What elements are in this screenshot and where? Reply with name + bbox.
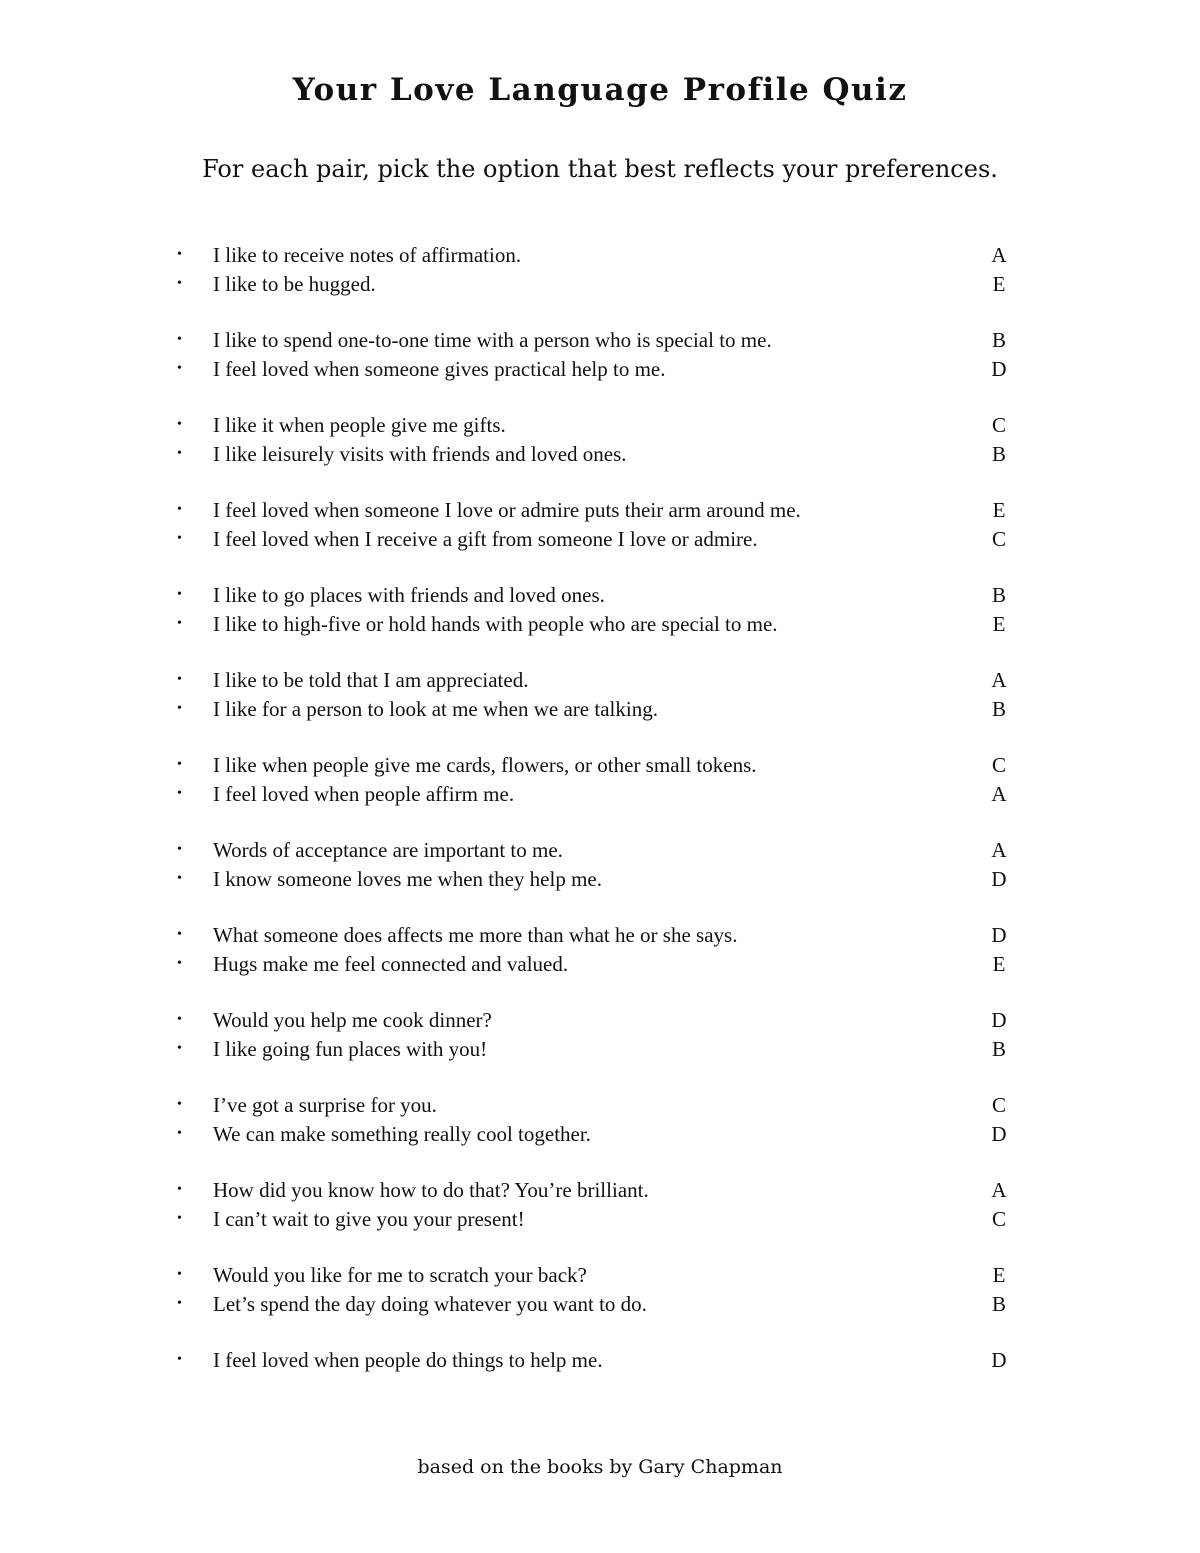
bullet-icon: • <box>177 530 182 546</box>
bullet-icon: • <box>177 1040 182 1056</box>
option-letter: E <box>992 1263 1006 1287</box>
option-text: I’ve got a surprise for you. <box>213 1093 437 1117</box>
bullet-icon: • <box>177 672 182 687</box>
option-letter: A <box>991 668 1007 692</box>
option-text: Words of acceptance are important to me. <box>213 838 563 862</box>
bullet-icon: • <box>177 417 182 432</box>
quiz-pair <box>172 1261 1012 1318</box>
option-letter: D <box>991 356 1007 381</box>
bullet-icon: • <box>177 587 182 602</box>
quiz-option <box>172 1205 1012 1234</box>
option-text: I feel loved when someone I love or admire puts their arm around me. <box>213 498 801 522</box>
quiz-option <box>172 1346 1012 1375</box>
option-letter: D <box>991 1348 1007 1372</box>
option-text: I can’t wait to give you your present! <box>213 1206 525 1231</box>
option-text: Let’s spend the day doing whatever you want to do. <box>213 1291 647 1316</box>
option-letter: C <box>991 1093 1006 1117</box>
option-text: I know someone loves me when they help me. <box>213 866 602 891</box>
quiz-option <box>172 326 1012 355</box>
option-letter: C <box>991 413 1006 437</box>
bullet-icon: • <box>177 1267 182 1282</box>
quiz-option <box>172 581 1012 610</box>
bullet-icon: • <box>177 927 182 942</box>
quiz-option <box>172 241 1012 270</box>
option-text: I feel loved when people do things to help me. <box>213 1348 603 1372</box>
quiz-option <box>172 1176 1012 1205</box>
option-letter: C <box>991 1206 1006 1231</box>
bullet-icon: • <box>177 1182 182 1197</box>
quiz-pair <box>172 1176 1012 1233</box>
option-letter: E <box>992 611 1006 636</box>
quiz-pair <box>172 666 1012 723</box>
option-text: I like to spend one-to-one time with a person who is special to me. <box>213 328 772 352</box>
quiz-option <box>172 921 1012 950</box>
bullet-icon: • <box>177 1210 182 1226</box>
option-letter: E <box>992 498 1006 522</box>
quiz-option <box>172 751 1012 780</box>
option-letter: A <box>991 243 1007 267</box>
option-letter: B <box>991 1036 1006 1061</box>
option-text: I like going fun places with you! <box>213 1036 488 1061</box>
option-text: What someone does affects me more than what he or she says. <box>213 923 738 947</box>
bullet-icon: • <box>177 502 182 517</box>
option-text: Hugs make me feel connected and valued. <box>213 951 569 976</box>
quiz-pair <box>172 1006 1012 1063</box>
option-text: I like to be told that I am appreciated. <box>213 668 529 692</box>
option-letter: B <box>991 328 1006 352</box>
bullet-icon: • <box>177 1012 182 1027</box>
quiz-option <box>172 610 1012 639</box>
option-text: I like to be hugged. <box>213 271 376 296</box>
quiz-option <box>172 1091 1012 1120</box>
bullet-icon: • <box>177 842 182 857</box>
option-text: I like for a person to look at me when we are talking. <box>213 696 658 721</box>
option-text: I feel loved when people affirm me. <box>213 781 515 806</box>
quiz-pair <box>172 836 1012 893</box>
option-letter: D <box>991 866 1007 891</box>
quiz-pair <box>172 751 1012 808</box>
page-title: Your Love Language Profile Quiz <box>292 72 908 108</box>
quiz-pair <box>172 326 1012 383</box>
option-letter: B <box>991 583 1006 607</box>
quiz-option <box>172 695 1012 724</box>
quiz-option <box>172 1290 1012 1319</box>
bullet-icon: • <box>177 332 182 347</box>
option-letter: A <box>991 1178 1007 1202</box>
option-text: Would you like for me to scratch your back? <box>213 1263 587 1287</box>
bullet-icon: • <box>177 615 182 631</box>
quiz-option <box>172 1120 1012 1149</box>
quiz-option <box>172 836 1012 865</box>
bullet-icon: • <box>177 1125 182 1141</box>
option-text: I like it when people give me gifts. <box>213 413 506 437</box>
quiz-option <box>172 270 1012 299</box>
option-text: I like to receive notes of affirmation. <box>213 243 522 267</box>
bullet-icon: • <box>177 1097 182 1112</box>
option-letter: D <box>991 1008 1007 1032</box>
quiz-pair <box>172 581 1012 638</box>
option-text: I like to go places with friends and loved ones. <box>213 583 605 607</box>
quiz-option <box>172 440 1012 469</box>
quiz-pair <box>172 411 1012 468</box>
option-text: I like when people give me cards, flowers, or other small tokens. <box>213 753 757 777</box>
bullet-icon: • <box>177 700 182 716</box>
bullet-icon: • <box>177 955 182 971</box>
option-text: I feel loved when someone gives practical help to me. <box>213 356 666 381</box>
bullet-icon: • <box>177 757 182 772</box>
quiz-option <box>172 950 1012 979</box>
quiz-option <box>172 1035 1012 1064</box>
quiz-pairs-list <box>172 241 1012 1403</box>
option-text: I feel loved when I receive a gift from someone I love or admire. <box>213 526 758 551</box>
quiz-pair <box>172 241 1012 298</box>
bullet-icon: • <box>177 870 182 886</box>
bullet-icon: • <box>177 275 182 291</box>
option-text: I like leisurely visits with friends and loved ones. <box>213 441 627 466</box>
quiz-option <box>172 1006 1012 1035</box>
bullet-icon: • <box>177 445 182 461</box>
bullet-icon: • <box>177 1295 182 1311</box>
quiz-pair <box>172 496 1012 553</box>
option-letter: C <box>991 753 1006 777</box>
option-text: Would you help me cook dinner? <box>213 1008 492 1032</box>
bullet-icon: • <box>177 1352 182 1367</box>
option-letter: B <box>991 1291 1006 1316</box>
quiz-option <box>172 865 1012 894</box>
quiz-option <box>172 780 1012 809</box>
instructions: For each pair, pick the option that best reflects your preferences. <box>202 155 998 183</box>
bullet-icon: • <box>177 785 182 801</box>
option-letter: A <box>991 781 1007 806</box>
option-letter: E <box>992 951 1006 976</box>
quiz-pair <box>172 921 1012 978</box>
quiz-option <box>172 355 1012 384</box>
option-letter: D <box>991 923 1007 947</box>
option-text: I like to high-five or hold hands with people who are special to me. <box>213 611 778 636</box>
quiz-pair <box>172 1346 1012 1375</box>
option-letter: D <box>991 1121 1007 1146</box>
option-letter: B <box>991 441 1006 466</box>
option-letter: A <box>991 838 1007 862</box>
option-text: How did you know how to do that? You’re brilliant. <box>213 1178 649 1202</box>
footer-credit: based on the books by Gary Chapman <box>417 1456 783 1478</box>
quiz-pair <box>172 1091 1012 1148</box>
quiz-option <box>172 496 1012 525</box>
quiz-option <box>172 1261 1012 1290</box>
quiz-option <box>172 525 1012 554</box>
option-letter: C <box>991 526 1006 551</box>
option-letter: B <box>991 696 1006 721</box>
quiz-option <box>172 666 1012 695</box>
option-letter: E <box>992 271 1006 296</box>
bullet-icon: • <box>177 247 182 262</box>
bullet-icon: • <box>177 360 182 376</box>
option-text: We can make something really cool together. <box>213 1121 591 1146</box>
quiz-option <box>172 411 1012 440</box>
